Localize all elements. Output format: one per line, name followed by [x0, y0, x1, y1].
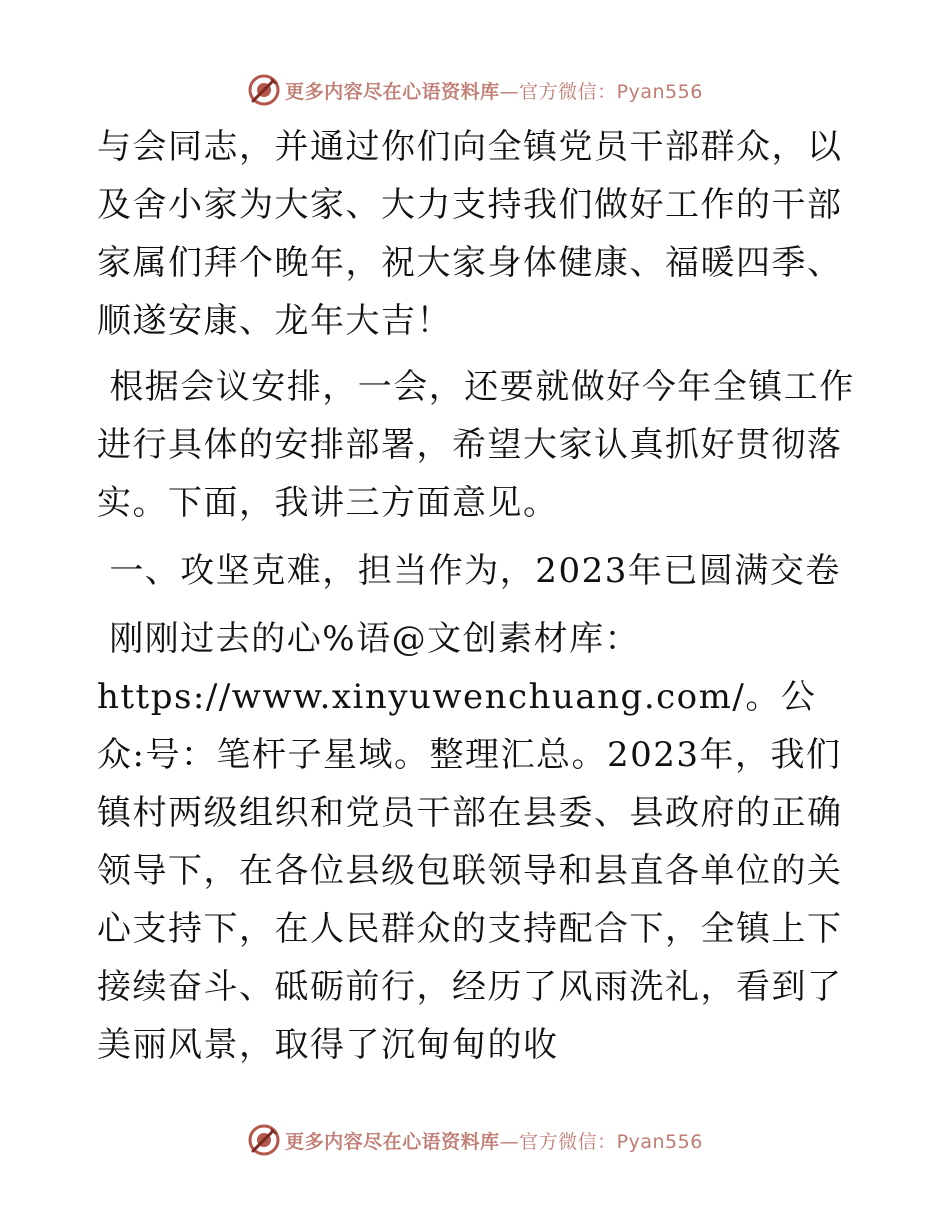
header-banner	[0, 70, 950, 110]
paragraph-arrangement: 根据会议安排，一会，还要就做好今年全镇工作进行具体的安排部署，希望大家认真抓好贯彻落实。下面，我讲三方面意见。	[97, 367, 855, 523]
paragraph-review: 刚刚过去的心%语@文创素材库：https://www.xinyuwenchuang.com/。公众:号：笔杆子星域。整理汇总。2023年，我们镇村两级组织和党员干部在县委、县政府的正确领导下，在各位县级包联领导和县直各单位的关心支持下，在人民群众的支持配合下，全镇上下接续奋斗、砥砺前行，经历了风雨洗礼，看到了美丽风景，取得了沉甸甸的收	[97, 619, 843, 1065]
paragraph-greeting: 与会同志，并通过你们向全镇党员干部群众，以及舍小家为大家、大力支持我们做好工作的干部家属们拜个晚年，祝大家身体健康、福暖四季、顺遂安康、龙年大吉！	[97, 127, 843, 341]
header-site-text: 更多内容尽在心语资料库	[285, 80, 500, 103]
footer-dash: —	[499, 1130, 520, 1153]
header-dash: —	[499, 80, 520, 103]
footer-banner-text	[285, 1127, 703, 1154]
header-wechat-text: 官方微信：Pyan556	[519, 80, 703, 103]
document-body	[97, 118, 857, 1074]
footer-banner	[0, 1120, 950, 1160]
logo-icon	[247, 73, 281, 107]
logo-icon	[247, 1123, 281, 1157]
footer-site-text: 更多内容尽在心语资料库	[285, 1130, 500, 1153]
header-banner-text	[285, 77, 703, 104]
footer-wechat-text: 官方微信：Pyan556	[519, 1130, 703, 1153]
section-heading-one: 一、攻坚克难，担当作为，2023年已圆满交卷	[97, 551, 841, 591]
